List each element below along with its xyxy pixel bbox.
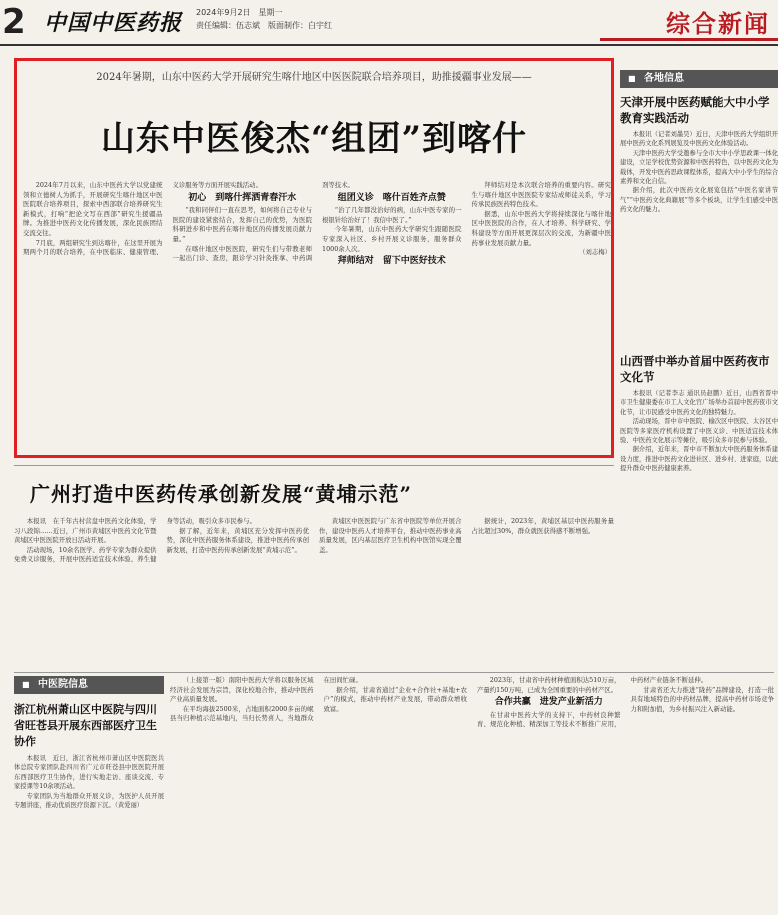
paragraph: 据介绍，近年来，晋中市不断加大中医药服务体系建设力度，推进中医药文化进社区、进乡村、进家庭，以此提升群众中医药健康素养。 <box>620 446 778 473</box>
paragraph: 在甘肃中医药大学的支持下，中药材良种繁育、规范化种植、精深加工等技术不断推广应用，中药材产业链条不断延伸。 <box>477 676 708 729</box>
side-article-title: 天津开展中医药赋能大中小学教育实践活动 <box>620 95 770 125</box>
date-line: 2024年9月2日 星期一 <box>196 8 283 17</box>
side-section-tag: ■ 各地信息 <box>620 70 778 88</box>
paragraph: 今年暑期，山东中医药大学研究生跟随医院专家深入社区、乡村开展义诊服务，服务群众1000余人次。 <box>322 225 462 253</box>
lead-kicker: 2024年暑期，山东中医药大学开展研究生喀什地区中医医院联合培养项目，助推援疆事业发展—— <box>96 72 532 83</box>
author-byline: （刘志梅） <box>579 248 611 257</box>
paragraph: 7月底，两组研究生到达喀什，在这里开展为期两个月的联合培养，在中医临床、健康管理、义诊服务等方面开展实践活动。 <box>23 181 262 257</box>
subhead: 合作共赢 进发产业新活力 <box>494 697 603 708</box>
paragraph: 2024年7月以来，山东中医药大学以党建统领和立德树人为抓手，开展研究生喀什地区中医医院联合培养项目，探索中西部联合培养研究生新模式，打响“把论文写在西部”研究生援疆品牌。为推进中医药文化传播发展，深化民族团结交流交往。 <box>23 181 163 237</box>
side-article-tianjin <box>620 94 778 349</box>
paragraph: 在平均海拔2500米，占地面积2000多亩的岷县当归种植示范基地内，当归长势喜人，当地群众在田间忙碌。 <box>170 676 362 723</box>
paragraph: （上接第一版）南阳中医药大学将以服务区域经济社会发展为宗旨，深化校地合作，推动中医药产业高质量发展。 <box>170 676 314 704</box>
side-article-title: 山西晋中举办首届中医药夜市文化节 <box>620 354 770 384</box>
lead-headline: 山东中医俊杰“组团”到喀什 <box>100 119 528 159</box>
paragraph: 活动现场，10余名医学、药学专家为群众提供免费义诊服务，开展中医药适宜技术体验、养生健身等活动，吸引众多市民参与。 <box>14 517 256 564</box>
editor-line: 责任编辑：伍志斌 版面制作：白宇红 <box>196 21 332 30</box>
masthead <box>0 0 778 46</box>
subhead: 组团义诊 喀什百姓齐点赞 <box>337 192 446 203</box>
divider <box>14 465 614 466</box>
paragraph: 据介绍，甘肃省通过“企业+合作社+基地+农户”的模式，推动中药材产业发展，带动群众增收致富。 <box>323 685 467 713</box>
paragraph: 甘肃省还大力推进“陇药”品牌建设，打造一批具有地域特色的中药材品牌，提高中药材市场竞争力和附加值，为乡村振兴注入新动能。 <box>630 685 774 713</box>
newspaper-logo: 中国中医药报 <box>44 10 183 36</box>
divider <box>14 672 774 673</box>
info-section-tag: ■ 中医院信息 <box>14 676 164 694</box>
lead-article <box>14 58 614 458</box>
subhead: 拜师结对 留下中医好技术 <box>337 256 446 267</box>
paragraph: 2023年，甘肃省中药材种植面积达510万亩，产量约150万吨，已成为全国重要的中药材产区。 <box>477 676 621 694</box>
paragraph: 活动现场，晋中市中医院、榆次区中医院、太谷区中医院等多家医疗机构设置了中医义诊、中医适宜技术体验、中医药文化展示等摊位，吸引众多市民参与体验。 <box>620 418 778 445</box>
side-article-body <box>620 389 778 474</box>
info-body <box>14 754 164 810</box>
continued-article <box>170 676 774 910</box>
paragraph: 据介绍，此次中医药文化展览包括“中医名家讲节气”“中医药文化典籍展”等多个板块，让学生们感受中医药文化的魅力。 <box>620 187 778 214</box>
section-underline <box>600 38 778 41</box>
gz-body <box>14 517 614 670</box>
issue-meta <box>196 6 332 32</box>
paragraph: 据悉，山东中医药大学将持续深化与喀什地区中医医院的合作，在人才培养、科学研究、学科建设等方面开展更深层次的交流，为新疆中医药事业发展贡献力量。 <box>471 209 611 247</box>
page-number: 2 <box>2 2 26 42</box>
paragraph: 黄埔区中医医院与广东省中医院等单位开展合作，建设中医药人才培养平台，推动中医药事业高质量发展，区内基层医疗卫生机构中医馆实现全覆盖。 <box>319 517 462 554</box>
paragraph: 本报讯（记者李志 通讯员赵鹏）近日，山西省晋中市卫生健康委在市工人文化宫广场举办首届中医药夜市文化节，让市民感受中医药文化的独特魅力。 <box>620 390 778 416</box>
paragraph: 本报讯（记者刘墨昊）近日，天津中医药大学组织开展中医药文化系列展览及中医药文化体验活动。 <box>620 131 778 148</box>
paragraph: “我和同伴们一直在思考，如何将自己专业与医院的建设紧密结合，发挥自己的优势，为医院科研进步和中医药在喀什地区的传播发展贡献力量。” <box>172 206 312 243</box>
paragraph: 本报讯 在千年古村营盘中医药文化体验，学习八段锦……近日，广州市黄埔区中医药文化节暨黄埔区中医医院开放日活动开展。 <box>14 517 157 545</box>
side-article-body <box>620 130 778 215</box>
info-title: 浙江杭州萧山区中医院与四川省旺苍县开展东西部医疗卫生协作 <box>14 703 157 748</box>
guangzhou-article <box>14 470 614 670</box>
lead-body <box>23 181 611 456</box>
paragraph: 天津中医药大学受邀参与全市大中小学思政课一体化建设，立足学校优势资源和中医药特色，以中医药文化为载体，开发中医药思政课程体系，提高大中小学生的综合素养和文化自信。 <box>620 149 778 186</box>
side-article-shanxi <box>620 353 778 603</box>
hospital-info <box>14 676 164 908</box>
paragraph: 在喀什地区中医医院，研究生们与带教老师一起出门诊、查房，跟诊学习针灸推拿、中药调剂等技术。 <box>172 181 354 263</box>
paragraph: 本报讯 近日，浙江省杭州市萧山区中医院医共体总院专家团队赴四川省广元市旺苍县中医医院开展东西部医疗卫生协作，进行实地走访、座谈交流、专家授课等10余项活动。 <box>14 755 164 791</box>
paragraph: 据统计，2023年，黄埔区基层中医药服务量占比超过30%，群众就医获得感不断增强。 <box>471 517 614 535</box>
gz-headline: 广州打造中医药传承创新发展“黄埔示范” <box>30 482 413 506</box>
section-title: 综合新闻 <box>666 9 770 38</box>
subhead: 初心 到喀什挥洒青春汗水 <box>188 192 297 203</box>
paragraph: “治了几年都没治好的病，山东中医专家的一根银针给治好了！我信中医了。” <box>322 206 462 224</box>
paragraph: 据了解，近年来，黄埔区充分发挥中医药优势，深化中医药服务体系建设，推进中医药传承创新发展，打造中医药传承创新发展“黄埔示范”。 <box>166 526 309 554</box>
paragraph: 拜师结对是本次联合培养的重要内容。研究生与喀什地区中医医院专家结成师徒关系，学习传承民族医药特色技术。 <box>471 181 611 209</box>
sidebar-news <box>620 58 778 603</box>
paragraph: 专家团队为当地群众开展义诊，为医护人员开展专题讲座，推动优质医疗资源下沉。（黄爱丽） <box>14 792 164 810</box>
